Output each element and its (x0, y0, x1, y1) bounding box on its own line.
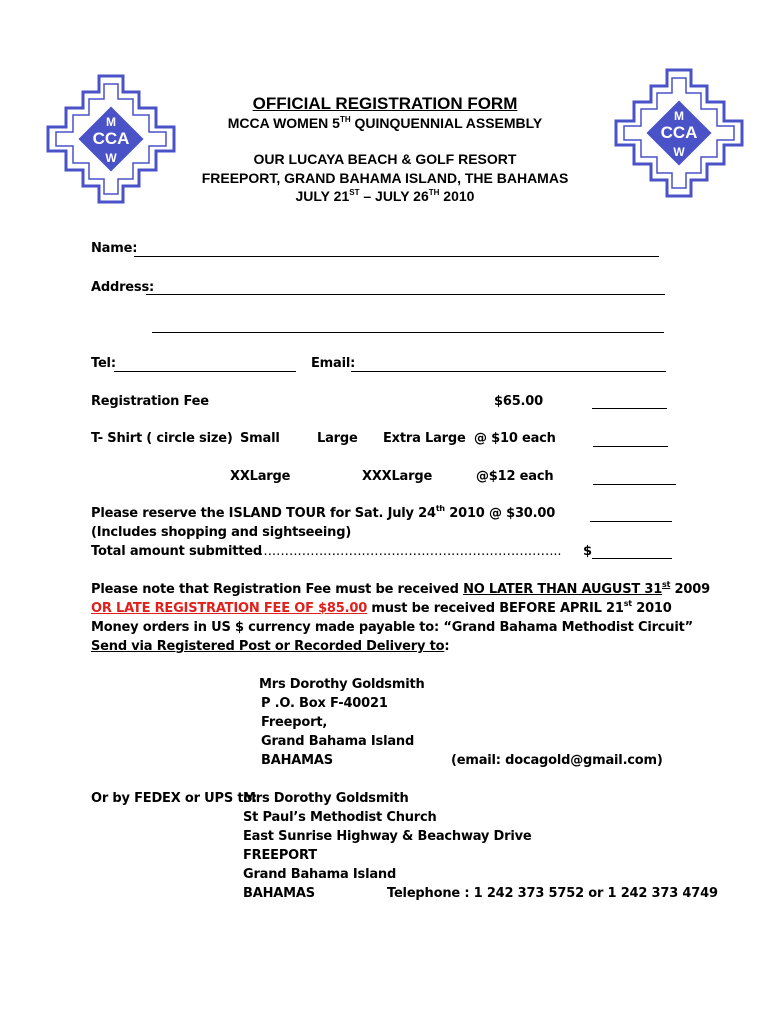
tshirt-blank-1[interactable] (593, 446, 668, 447)
logo-text-cca: CCA (92, 129, 130, 148)
name-label: Name: (91, 241, 138, 256)
mail-address-line-4: Grand Bahama Island (261, 734, 415, 749)
logo-letter-m: M (106, 115, 116, 129)
island-tour-blank[interactable] (590, 521, 672, 522)
late-fee-note: OR LATE REGISTRATION FEE OF $85.00 must be received BEFORE APRIL 21st 2010 (91, 599, 672, 616)
mail-address-line-5: BAHAMAS (261, 753, 333, 768)
courier-address-line-6: BAHAMAS (243, 886, 315, 901)
logo-letter-w: W (673, 145, 685, 159)
logo-text-cca: CCA (660, 123, 698, 142)
courier-address-line-1: Mrs Dorothy Goldsmith (243, 791, 409, 806)
form-title: OFFICIAL REGISTRATION FORM (252, 94, 518, 113)
total-label: Total amount submitted (91, 544, 262, 559)
logo-letter-m: M (674, 109, 684, 123)
name-field[interactable] (134, 256, 659, 257)
price-10-each: @ $10 each (474, 431, 556, 446)
tel-label: Tel: (91, 356, 116, 371)
tshirt-label: T- Shirt ( circle size) (91, 431, 233, 446)
logo-letter-w: W (105, 151, 117, 165)
email-field[interactable] (351, 371, 666, 372)
address-field-line2[interactable] (152, 332, 664, 333)
location-line: FREEPORT, GRAND BAHAMA ISLAND, THE BAHAMAS (201, 170, 569, 186)
contact-email: (email: docagold@gmail.com) (451, 753, 663, 768)
size-small[interactable]: Small (240, 431, 280, 446)
courier-address-line-4: FREEPORT (243, 848, 317, 863)
venue-line: OUR LUCAYA BEACH & GOLF RESORT (253, 151, 517, 167)
mail-address-line-2: P .O. Box F-40021 (261, 696, 388, 711)
courier-address-line-5: Grand Bahama Island (243, 867, 397, 882)
registration-fee-blank[interactable] (592, 408, 667, 409)
courier-address-line-2: St Paul’s Methodist Church (243, 810, 437, 825)
email-label: Email: (311, 356, 356, 371)
assembly-subtitle: MCCA WOMEN 5TH QUINQUENNIAL ASSEMBLY (227, 115, 543, 131)
money-order-note: Money orders in US $ currency made payable to: “Grand Bahama Methodist Circuit” (91, 620, 693, 635)
island-tour-note: (Includes shopping and sightseeing) (91, 525, 352, 540)
total-dots: …………………………………………………………….. (259, 544, 562, 559)
tel-field[interactable] (114, 371, 296, 372)
mail-address-line-3: Freeport, (261, 715, 328, 730)
dates-line: JULY 21ST – JULY 26TH 2010 (295, 188, 475, 204)
fedex-ups-intro: Or by FEDEX or UPS to: (91, 791, 258, 806)
deadline-note: Please note that Registration Fee must be received NO LATER THAN AUGUST 31st 2009 (91, 580, 710, 597)
address-label: Address: (91, 280, 154, 295)
size-extra-large[interactable]: Extra Large (383, 431, 466, 446)
courier-address-line-3: East Sunrise Highway & Beachway Drive (243, 829, 532, 844)
registration-fee-label: Registration Fee (91, 394, 209, 409)
size-large[interactable]: Large (317, 431, 358, 446)
mail-address-line-1: Mrs Dorothy Goldsmith (259, 677, 425, 692)
send-via-note: Send via Registered Post or Recorded Delivery to: (91, 639, 450, 654)
size-xxxlarge[interactable]: XXXLarge (362, 469, 433, 484)
address-field[interactable] (146, 294, 665, 295)
registration-fee-amount: $65.00 (494, 394, 543, 409)
contact-telephone: Telephone : 1 242 373 5752 or 1 242 373 4749 (387, 886, 718, 901)
size-xxlarge[interactable]: XXLarge (230, 469, 291, 484)
tshirt-blank-2[interactable] (593, 484, 676, 485)
total-amount-blank[interactable] (592, 558, 672, 559)
price-12-each: @$12 each (476, 469, 554, 484)
total-dollar-sign: $ (583, 544, 592, 559)
island-tour-line: Please reserve the ISLAND TOUR for Sat. July 24th 2010 @ $30.00 (91, 504, 556, 521)
